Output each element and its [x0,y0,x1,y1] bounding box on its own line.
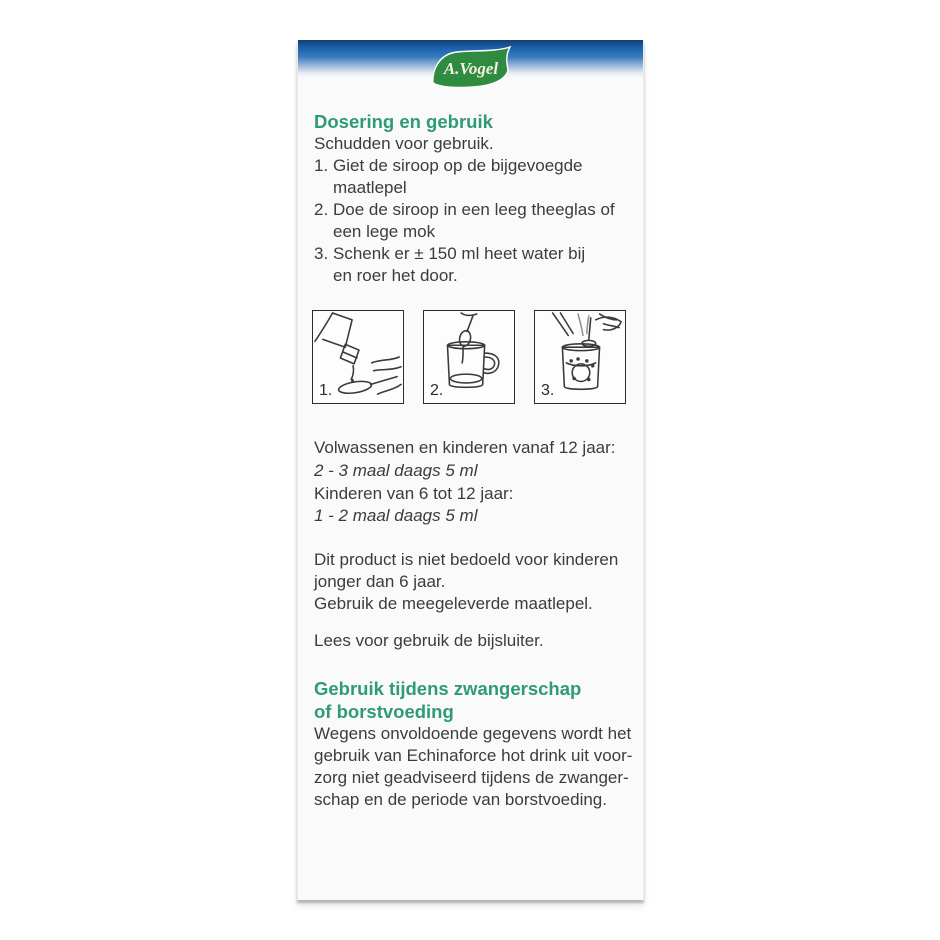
step-2 [314,199,615,243]
step-3-number: 3. [314,244,329,263]
illustration-3-label: 3. [541,382,555,399]
dose-children-value: 1 - 2 maal daags 5 ml [314,506,478,525]
step-2-text: Doe de siroop in een leeg theeglas of een lege mok [333,200,615,241]
illustration-syrup-into-empty-mug [423,310,515,404]
dosage-heading: Dosering en gebruik [314,111,493,132]
step-3 [314,243,615,287]
step-1-number: 1. [314,156,329,175]
product-box-back-panel [297,40,644,900]
age-warning: Dit product is niet bedoeld voor kinderen jonger dan 6 jaar. Gebruik de meegeleverde maatlepel. [314,550,619,613]
step-1 [314,155,615,199]
avogel-logo-text: A.Vogel [443,59,498,78]
pregnancy-body: Wegens onvoldoende gegevens wordt het gebruik van Echinaforce hot drink uit voor- zorg niet geadviseerd tijdens de zwanger- schap en de periode van borstvoeding. [314,724,633,809]
pregnancy-heading: Gebruik tijdens zwangerschap of borstvoeding [314,678,582,722]
step-3-text: Schenk er ± 150 ml heet water bij en roer het door. [333,244,586,285]
step-1-text: Giet de siroop op de bijgevoegde maatlepel [333,156,583,197]
dosage-steps-list [314,155,615,287]
dose-adults-label: Volwassenen en kinderen vanaf 12 jaar: [314,438,616,457]
dose-children-label: Kinderen van 6 tot 12 jaar: [314,484,514,503]
illustration-1-label: 1. [319,382,333,399]
avogel-logo [429,46,513,90]
illustration-pour-syrup-onto-spoon [312,310,404,404]
illustration-pour-hot-water-and-stir [534,310,626,404]
step-2-number: 2. [314,200,329,219]
shake-instruction: Schudden voor gebruik. [314,134,494,153]
instruction-illustrations [312,310,626,404]
leaflet-note: Lees voor gebruik de bijsluiter. [314,631,544,650]
illustration-2-label: 2. [430,382,444,399]
dose-adults-value: 2 - 3 maal daags 5 ml [314,461,478,480]
